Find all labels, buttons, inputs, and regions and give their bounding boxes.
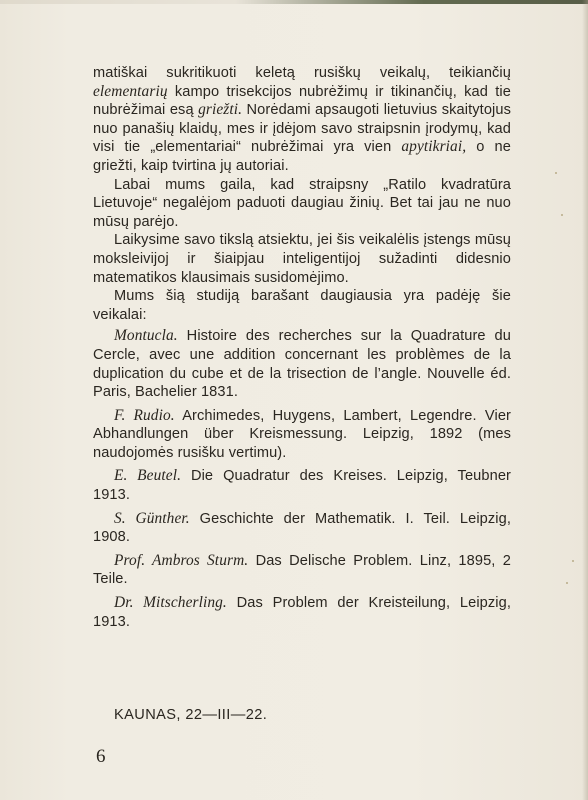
reference-title: Die Quadratur des Kreises. Leipzig, Teubner 1913. bbox=[93, 468, 511, 504]
text-run: Mums šią studiją barašant daugiausia yra padėję šie veikalai: bbox=[93, 288, 511, 323]
paragraph bbox=[93, 64, 511, 176]
reference-author: Montucla. bbox=[114, 327, 178, 345]
text-run: o ne griežti, kaip tvirtina jų autoriai. bbox=[93, 139, 511, 174]
place-and-date: KAUNAS, 22—III—22. bbox=[114, 707, 268, 723]
reference-entry bbox=[93, 327, 511, 401]
italic-text: elementarių bbox=[93, 82, 168, 100]
text-run: Labai mums gaila, kad straipsny „Ratilo kvadratūra Lietuvoje“ negalėjom paduoti daugiau žinių. Bet tai jau ne nuo mūsų parėjo. bbox=[93, 176, 511, 230]
text-run: matiškai sukritikuoti keletą rusiškų veikalų, teikiančių bbox=[93, 65, 511, 81]
reference-author: F. Rudio. bbox=[114, 406, 175, 424]
paper-speck bbox=[566, 582, 568, 584]
reference-entry bbox=[93, 510, 511, 547]
page-top-edge bbox=[0, 0, 588, 4]
reference-title: Das Delische Problem. Linz, 1895, 2 Teile. bbox=[93, 552, 511, 588]
reference-entry bbox=[93, 552, 511, 589]
reference-entry bbox=[93, 467, 511, 504]
text-run: Laikysime savo tikslą atsiektu, jei šis veikalėlis įstengs mūsų moksleivijoj ir šiaipjau inteligentijoj sužadinti didesnio matematikos klausimais susidomėjimo. bbox=[93, 232, 511, 286]
reference-list bbox=[93, 327, 511, 631]
italic-text: griežti. bbox=[198, 101, 243, 119]
paper-speck bbox=[561, 214, 563, 216]
reference-author: S. Günther. bbox=[114, 509, 190, 527]
reference-author: Prof. Ambros Sturm. bbox=[114, 551, 249, 569]
reference-title: Archimedes, Huygens, Lambert, Legendre. Vier Abhandlungen über Kreismessung. Leipzig, 1892 (mes naudojomės rusišku vertimu). bbox=[93, 407, 511, 461]
paragraph bbox=[93, 287, 511, 324]
paragraph bbox=[93, 176, 511, 232]
page-number: 6 bbox=[96, 746, 106, 767]
italic-text: apytikriai, bbox=[401, 138, 467, 156]
paper-speck bbox=[555, 172, 557, 174]
reference-entry bbox=[93, 407, 511, 463]
body-text bbox=[93, 64, 511, 631]
reference-title: Geschichte der Mathematik. I. Teil. Leipzig, 1908. bbox=[93, 510, 511, 546]
reference-author: Dr. Mitscherling. bbox=[114, 594, 227, 612]
page-right-edge bbox=[582, 0, 588, 800]
reference-title: Das Problem der Kreisteilung, Leipzig, 1913. bbox=[93, 595, 512, 630]
text-run: kampo trisekcijos nubrėžimų ir tikinančių, kad tie nubrėžimai esą bbox=[93, 83, 511, 119]
reference-title: Histoire des recherches sur la Quadrature du Cercle, avec une addition concernant les problèmes de la duplication du cube et de la trisection de l’angle. Nouvelle éd. Paris, Bachelier 1831. bbox=[93, 328, 511, 401]
text-run: Norėdami apsaugoti lietuvius skaitytojus nuo panašių klaidų, mes ir įdėjom savo straipsnin įrodymų, kad visi tie „elementariai“ nubrėžimai yra vien bbox=[93, 102, 511, 156]
paragraph-list bbox=[93, 64, 511, 324]
paper-speck bbox=[572, 560, 574, 562]
paragraph bbox=[93, 231, 511, 287]
reference-author: E. Beutel. bbox=[114, 467, 182, 485]
reference-entry bbox=[93, 594, 511, 631]
